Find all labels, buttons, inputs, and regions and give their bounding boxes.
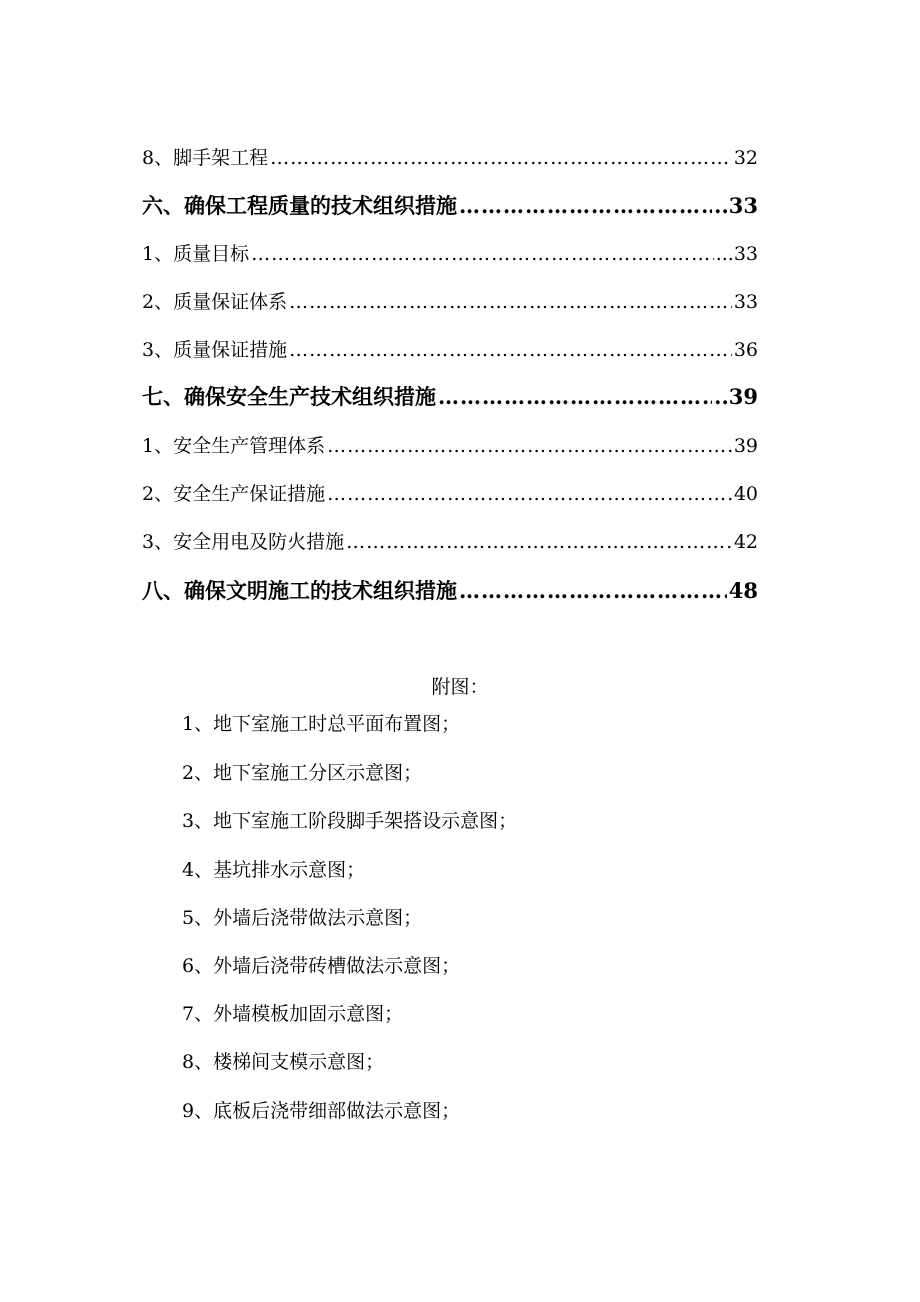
toc-section[interactable] [142, 381, 758, 411]
toc-entry-page: 39 [733, 435, 758, 457]
toc-section-page: ..39 [714, 384, 758, 409]
toc-section-title: 七、确保安全生产技术组织措施 [142, 384, 436, 409]
toc-entry[interactable] [142, 335, 758, 365]
toc-leader-dots [327, 435, 732, 457]
appendix-item: 6、外墙后浇带砖槽做法示意图； [182, 955, 461, 977]
toc-entry-page: 40 [733, 483, 758, 505]
toc-entry[interactable] [142, 239, 758, 269]
toc-entry-title: 8、脚手架工程 [142, 147, 269, 169]
appendix-item: 1、地下室施工时总平面布置图； [182, 713, 461, 735]
toc-entry[interactable] [142, 527, 758, 557]
toc-leader-dots [251, 243, 714, 265]
toc-entry-page: 42 [733, 531, 758, 553]
appendix-title: 附图： [431, 676, 489, 698]
toc-leader-dots [438, 384, 712, 409]
toc-entry-page: 36 [733, 339, 758, 361]
toc-entry-page: 32 [733, 147, 758, 169]
toc-entry-title: 2、质量保证体系 [142, 291, 288, 313]
appendix-item: 7、外墙模板加固示意图； [182, 1003, 404, 1025]
toc-leader-dots [346, 531, 732, 553]
toc-entry[interactable] [142, 143, 758, 173]
toc-entry-title: 3、安全用电及防火措施 [142, 531, 345, 553]
toc-entry-title: 1、安全生产管理体系 [142, 435, 326, 457]
appendix-item: 4、基坑排水示意图； [182, 859, 366, 881]
toc-section-page: 48 [728, 578, 758, 603]
toc-entry-title: 1、质量目标 [142, 243, 250, 265]
toc-leader-dots [459, 578, 727, 603]
toc-entry-title: 2、安全生产保证措施 [142, 483, 326, 505]
toc-section-page: ..33 [714, 193, 758, 218]
appendix-item: 5、外墙后浇带做法示意图； [182, 907, 423, 929]
toc-leader-dots [289, 339, 732, 361]
toc-entry-page: ...33 [715, 243, 758, 265]
toc-entry[interactable] [142, 287, 758, 317]
toc-leader-dots [270, 147, 732, 169]
toc-section[interactable] [142, 575, 758, 605]
toc-leader-dots [327, 483, 732, 505]
toc-leader-dots [289, 291, 732, 313]
toc-section-title: 六、确保工程质量的技术组织措施 [142, 193, 457, 218]
toc-entry[interactable] [142, 431, 758, 461]
appendix-item: 3、地下室施工阶段脚手架搭设示意图； [182, 810, 518, 832]
toc-section-title: 八、确保文明施工的技术组织措施 [142, 578, 457, 603]
toc-entry-page: 33 [733, 291, 758, 313]
toc-entry-title: 3、质量保证措施 [142, 339, 288, 361]
toc-section[interactable] [142, 190, 758, 220]
appendix-item: 9、底板后浇带细部做法示意图； [182, 1100, 461, 1122]
appendix-item: 2、地下室施工分区示意图； [182, 762, 423, 784]
toc-leader-dots [459, 193, 712, 218]
toc-entry[interactable] [142, 479, 758, 509]
appendix-item: 8、楼梯间支模示意图； [182, 1051, 385, 1073]
